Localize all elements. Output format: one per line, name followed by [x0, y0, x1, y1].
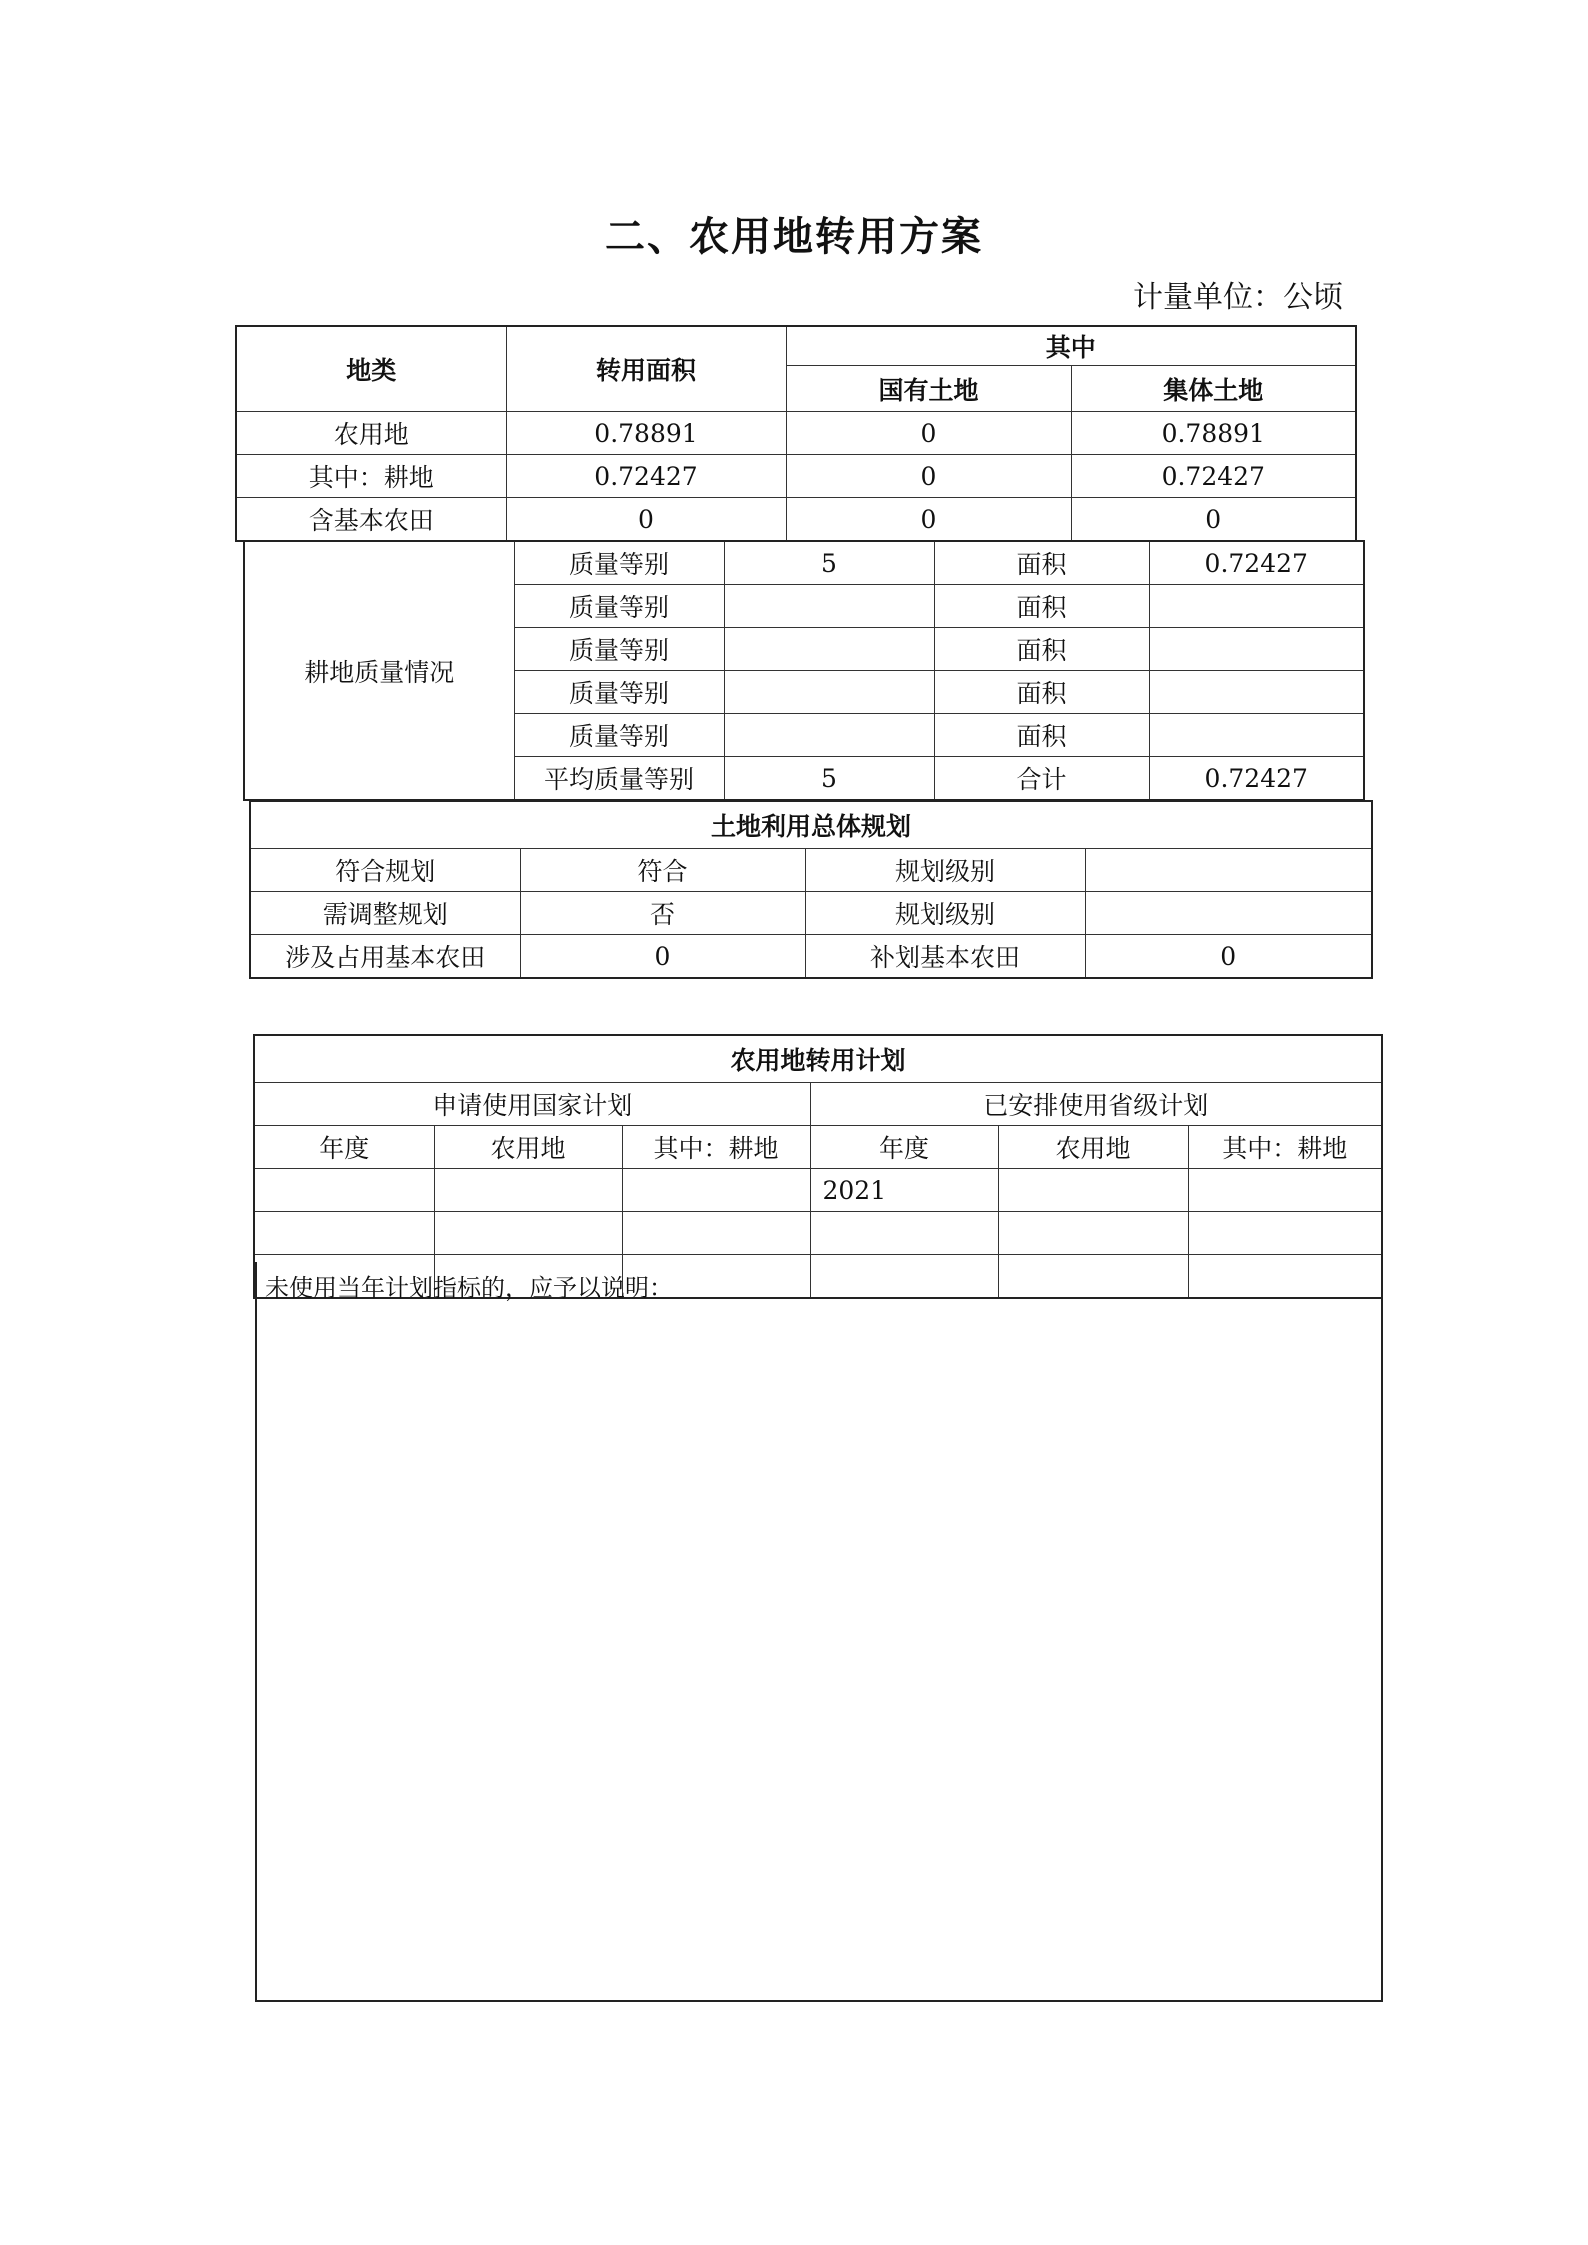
quality-table — [243, 540, 1365, 801]
national-plan-label: 申请使用国家计划 — [254, 1083, 810, 1126]
planning-section-title: 土地利用总体规划 — [250, 801, 1372, 849]
planning-label: 符合规划 — [250, 849, 520, 892]
header-collective-land: 集体土地 — [1071, 366, 1356, 412]
row-collective: 0.72427 — [1071, 455, 1356, 498]
grade-label: 质量等别 — [514, 628, 724, 671]
planning-label2: 规划级别 — [805, 849, 1085, 892]
planning-table — [249, 800, 1373, 979]
grade-value — [724, 585, 934, 628]
cell — [1188, 1212, 1382, 1255]
planning-value2 — [1085, 849, 1372, 892]
table-row — [250, 892, 1372, 935]
cell — [998, 1212, 1188, 1255]
page-title: 二、农用地转用方案 — [605, 214, 983, 260]
row-label: 农用地 — [236, 412, 506, 455]
planning-value: 符合 — [520, 849, 805, 892]
cell — [434, 1169, 622, 1212]
col-farmland: 农用地 — [434, 1126, 622, 1169]
header-land-type: 地类 — [236, 326, 506, 412]
grade-label: 平均质量等别 — [514, 757, 724, 801]
grade-value — [724, 671, 934, 714]
row-state: 0 — [786, 455, 1071, 498]
cell: 2021 — [810, 1169, 998, 1212]
area-value: 0.72427 — [1149, 757, 1364, 801]
col-farmland: 农用地 — [998, 1126, 1188, 1169]
planning-label: 需调整规划 — [250, 892, 520, 935]
row-label: 其中：耕地 — [236, 455, 506, 498]
cell — [434, 1212, 622, 1255]
row-label: 含基本农田 — [236, 498, 506, 542]
grade-label: 质量等别 — [514, 541, 724, 585]
grade-value: 5 — [724, 757, 934, 801]
quality-label: 耕地质量情况 — [244, 541, 514, 800]
planning-value: 否 — [520, 892, 805, 935]
area-label: 合计 — [934, 757, 1149, 801]
table-row — [236, 412, 1356, 455]
planning-label2: 规划级别 — [805, 892, 1085, 935]
grade-value: 5 — [724, 541, 934, 585]
note-text: 未使用当年计划指标的，应予以说明： — [265, 1274, 673, 1302]
col-cultivated: 其中：耕地 — [1188, 1126, 1382, 1169]
planning-value2: 0 — [1085, 935, 1372, 979]
planning-label2: 补划基本农田 — [805, 935, 1085, 979]
area-label: 面积 — [934, 585, 1149, 628]
area-label: 面积 — [934, 714, 1149, 757]
grade-value — [724, 628, 934, 671]
col-cultivated: 其中：耕地 — [622, 1126, 810, 1169]
row-collective: 0 — [1071, 498, 1356, 542]
header-of-which: 其中 — [786, 326, 1356, 366]
area-label: 面积 — [934, 541, 1149, 585]
grade-label: 质量等别 — [514, 714, 724, 757]
table-row — [236, 455, 1356, 498]
planning-value: 0 — [520, 935, 805, 979]
conversion-section-title: 农用地转用计划 — [254, 1035, 1382, 1083]
grade-label: 质量等别 — [514, 585, 724, 628]
unit-label: 计量单位：公顷 — [1133, 280, 1343, 315]
table-row — [250, 849, 1372, 892]
cell — [1188, 1169, 1382, 1212]
grade-label: 质量等别 — [514, 671, 724, 714]
provincial-plan-label: 已安排使用省级计划 — [810, 1083, 1382, 1126]
main-table — [235, 325, 1357, 542]
row-state: 0 — [786, 412, 1071, 455]
area-value — [1149, 671, 1364, 714]
planning-label: 涉及占用基本农田 — [250, 935, 520, 979]
table-row — [254, 1212, 1382, 1255]
row-state: 0 — [786, 498, 1071, 542]
row-area: 0.72427 — [506, 455, 786, 498]
table-row — [250, 935, 1372, 979]
grade-value — [724, 714, 934, 757]
area-value — [1149, 714, 1364, 757]
area-label: 面积 — [934, 671, 1149, 714]
cell — [810, 1212, 998, 1255]
row-collective: 0.78891 — [1071, 412, 1356, 455]
col-year: 年度 — [254, 1126, 434, 1169]
row-area: 0 — [506, 498, 786, 542]
area-value: 0.72427 — [1149, 541, 1364, 585]
cell — [998, 1169, 1188, 1212]
planning-value2 — [1085, 892, 1372, 935]
note-box — [255, 1262, 1383, 2002]
area-label: 面积 — [934, 628, 1149, 671]
table-row — [236, 498, 1356, 542]
table-row — [244, 541, 1364, 585]
area-value — [1149, 585, 1364, 628]
cell — [622, 1212, 810, 1255]
row-area: 0.78891 — [506, 412, 786, 455]
cell — [622, 1169, 810, 1212]
header-converted-area: 转用面积 — [506, 326, 786, 412]
header-state-land: 国有土地 — [786, 366, 1071, 412]
cell — [254, 1169, 434, 1212]
conversion-plan-table — [253, 1034, 1383, 1299]
col-year: 年度 — [810, 1126, 998, 1169]
table-row — [254, 1169, 1382, 1212]
area-value — [1149, 628, 1364, 671]
cell — [254, 1212, 434, 1255]
